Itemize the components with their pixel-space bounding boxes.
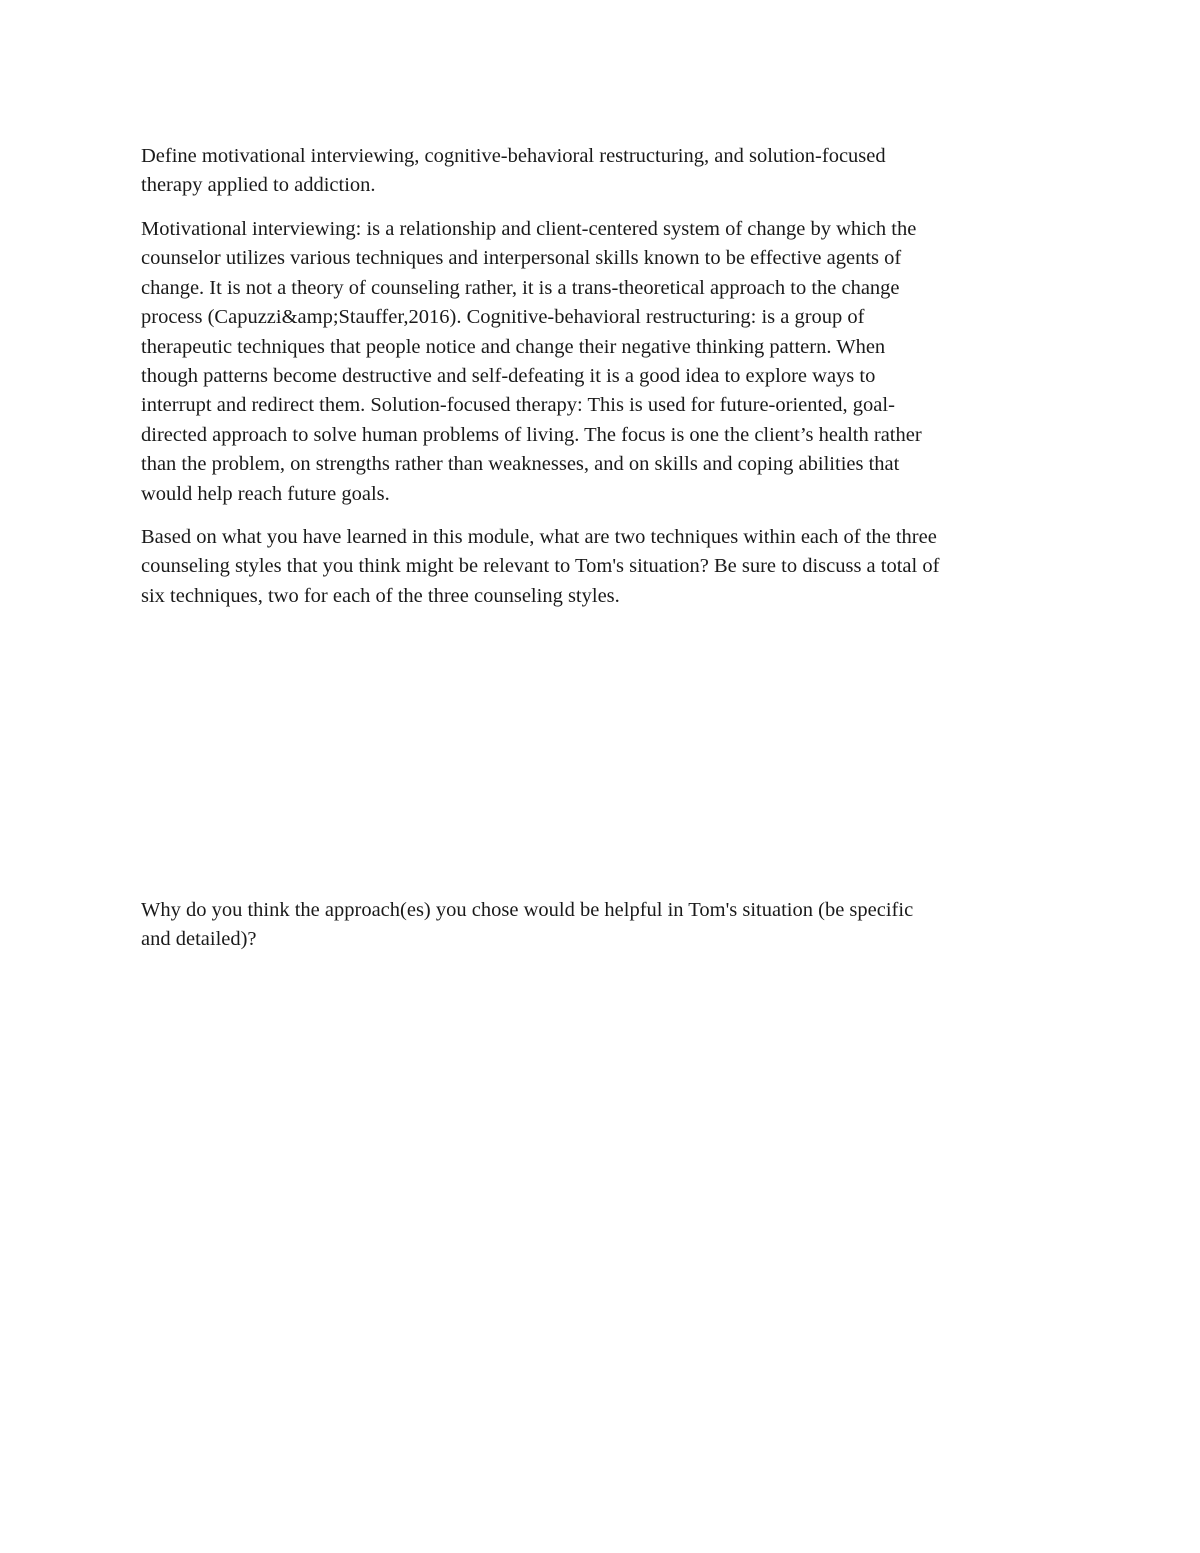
question-why-helpful: Why do you think the approach(es) you chose would be helpful in Tom's situation (be specific and detailed)? (141, 899, 914, 951)
question-techniques: Based on what you have learned in this module, what are two techniques within each of the three counseling styles that you think might be relevant to Tom's situation? Be sure to discuss a total of six techniques, two for each of the three counseling styles. (141, 526, 940, 607)
question-define-approaches: Define motivational interviewing, cognitive-behavioral restructuring, and solution-focused therapy applied to addiction. (141, 145, 886, 197)
answer-definitions: Motivational interviewing: is a relationship and client-centered system of change by which the counselor utilizes various techniques and interpersonal skills known to be effective agents of change. It is not a theory of counseling rather, it is a trans-theoretical approach to the change process (Capuzzi&amp;Stauffer,2016). Cognitive-behavioral restructuring: is a group of therapeutic techniques that people notice and change their negative thinking pattern. When though patterns become destructive and self-defeating it is a good idea to explore ways to interrupt and redirect them. Solution-focused therapy: This is used for future-oriented, goal- directed approach to solve human problems of living. The focus is one the client’s health rather than the problem, on strengths rather than weaknesses, and on skills and coping abilities that would help reach future goals. (141, 218, 922, 505)
